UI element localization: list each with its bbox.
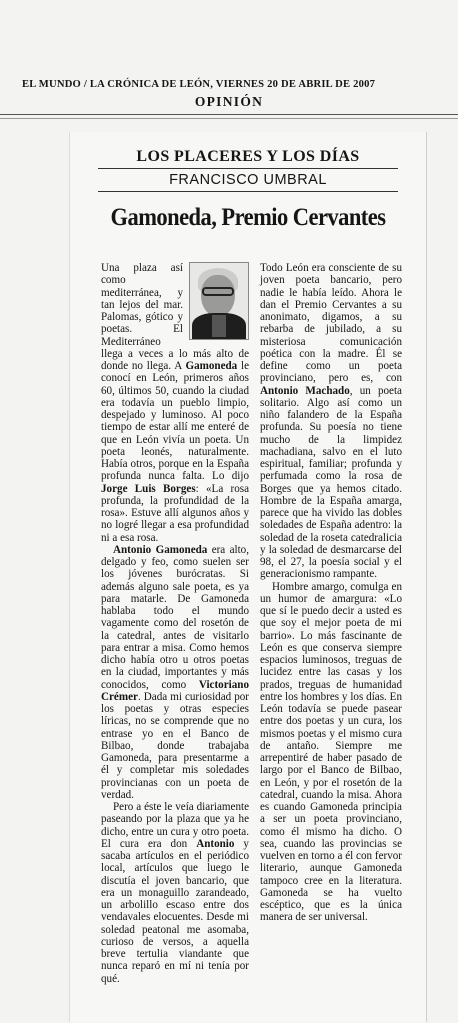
author-name: FRANCISCO UMBRAL bbox=[169, 172, 327, 188]
bold-name: Victoriano Crémer bbox=[101, 678, 249, 703]
article-headline: Gamoneda, Premio Cervantes bbox=[110, 204, 386, 231]
paragraph-text: le conocí en León, primeros años 60, últimos 50, cuando la ciudad era todavía un pueblo limpio, despejado y luminoso. Al poco tiempo de estar allí me enteré de que en León vivía un poeta. Un poeta leonés, naturalmente. Había otros, porque en la España profunda nunca falta. Lo dijo bbox=[101, 360, 250, 483]
paragraph-text: y sacaba artículos en el periódico local, artículos que luego le discutía el joven bancario, que era un monaguillo zarandeado, un arbolillo escaso entre dos vendavales elocuentes. Desde mi soledad peatonal me asomaba, curioso de versos, a aquella breve tertulia viandante que nunca reparó en mí ni tenía por qué. bbox=[101, 837, 249, 985]
column-name: LOS PLACERES Y LOS DÍAS bbox=[136, 148, 360, 165]
page-section-title: OPINIÓN bbox=[194, 94, 264, 109]
bold-name: Gamoneda bbox=[185, 360, 238, 372]
article-column-right bbox=[260, 262, 402, 924]
article-paragraph bbox=[260, 581, 402, 924]
bold-name: Antonio Gamoneda bbox=[113, 543, 208, 556]
paragraph-text: : «La rosa profunda, la profundidad de la rosa». Estuve allí algunos años y no logré llegar a esa profundidad ni a esa rosa. bbox=[101, 482, 249, 544]
article-paragraph bbox=[260, 262, 402, 581]
column-name-rule bbox=[98, 168, 398, 169]
author-portrait-icon bbox=[189, 262, 249, 340]
bold-name: Antonio bbox=[196, 837, 235, 850]
header-divider bbox=[0, 114, 458, 115]
article-paragraph bbox=[101, 801, 249, 985]
paragraph-text: era alto, delgado y feo, como suelen ser los jóvenes burócratas. Si además alguno sale poeta, es ya para matarle. De Gamoneda hablaba todo el mundo vagamente como del rosetón de la catedral, antes de visitarlo para entrar a misa. Como hemos dicho había otro u otros poetas en la ciudad, importantes y más conocidos, como bbox=[101, 543, 249, 691]
paragraph-text: Una plaza así como mediterránea, y tan lejos del mar. Palomas, gótico y poetas. El Mediterráneo llega a veces a lo más alto de donde no llega. A bbox=[101, 262, 249, 372]
paragraph-text: Hombre amargo, comulga en un humor de amargura: «Lo que sí le puedo decir a usted es que soy el mejor poeta de mi barrio». Lo más fascinante de León es que conserva siempre espacios luminosos, treguas de lucidez entre las casas y los prados, treguas de humanidad entre los hombres y los días. En León todavía se puede pasear entre dos poetas y un cura, los mismos poetas y el mismo cura de antaño. Siempre me arrepentiré de haber pasado de largo por el Banco de Bilbao, en León, y por el rosetón de la catedral, cuando la misa. Ahora es cuando Gamoneda principia a ser un poeta provinciano, como él mismo ha dicho. O sea, cuando las provincias se vuelven en torno a él con fervor literario, aunque Gamoneda tampoco cree en la literatura. Gamoneda se ha vuelto escéptico, que es la única manera de ser universal. bbox=[260, 580, 402, 924]
article-paragraph bbox=[101, 544, 249, 801]
header-divider-thin bbox=[0, 118, 458, 119]
bold-name: Jorge Luis Borges bbox=[101, 482, 196, 495]
bold-name: Antonio Machado bbox=[260, 384, 350, 397]
article-column-left bbox=[101, 262, 249, 985]
paragraph-text: , un poeta solitario. Algo así como un niño falandero de la España profunda. Su poesía no tiene mucho de la limpidez machadiana, salvo en el luto espiritual, familiar; profunda y perfumada como la rosa de Borges que ya hemos citado. Hombre de la España amarga, parece que ha vivido las dobles soledades de España adentro: la soledad de la roseta catedralicia y la soledad de desmarcarse del 98, el 27, la poesía social y el generacionismo rampante. bbox=[260, 384, 402, 581]
paragraph-text: . Dada mi curiosidad por los poetas y otras especies líricas, no se comprende que no entrase yo en el Banco de Bilbao, donde trabajaba Gamoneda, para presentarme a él y completar mis soledades provincianas con un poeta de verdad. bbox=[101, 690, 249, 801]
paragraph-text: Todo León era consciente de su joven poeta bancario, pero nadie le había leído. Ahora le dan el Premio Cervantes a su anonimato, digamos, a su rebarba de jubilado, a su misteriosa comunicación poética con la madre. Él se define como un poeta provinciano, pero es, con bbox=[260, 262, 402, 385]
article-clipping bbox=[70, 132, 426, 1022]
newspaper-header-line: EL MUNDO / LA CRÓNICA DE LEÓN, VIERNES 20 DE ABRIL DE 2007 bbox=[22, 79, 376, 90]
author-rule bbox=[98, 191, 398, 192]
paragraph-text: Pero a éste le veía diariamente paseando por la plaza que ya he dicho, entre un cura y otro poeta. El cura era don bbox=[101, 801, 249, 850]
